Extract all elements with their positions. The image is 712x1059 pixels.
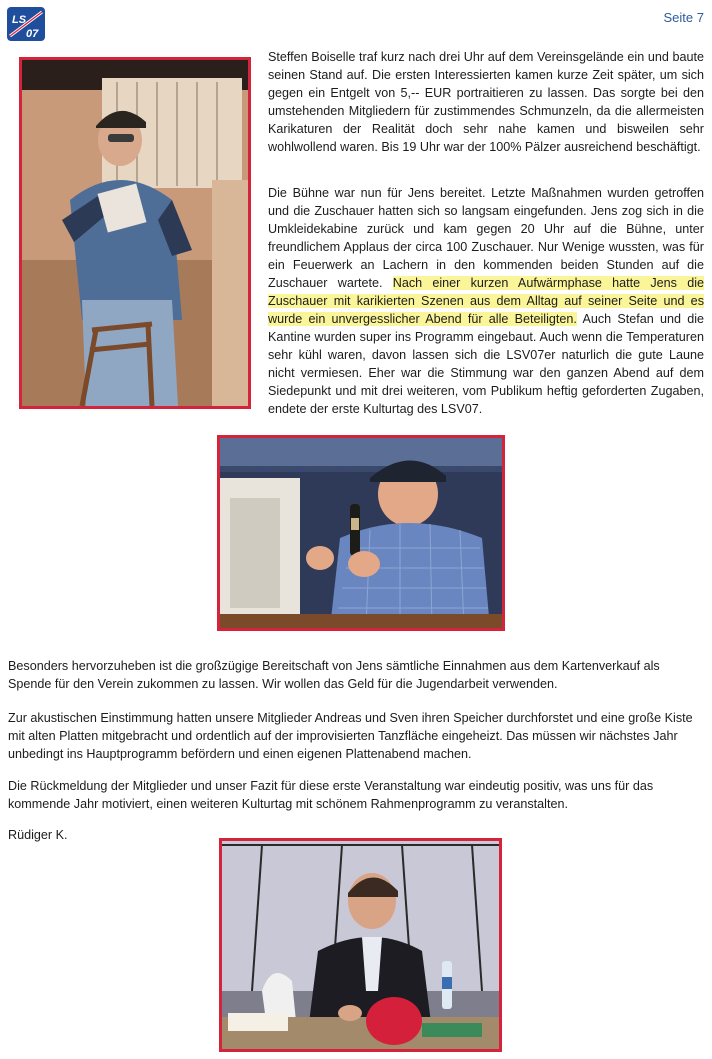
highlighted-text: Nach einer kurzen Aufwärmphase hatte Jens die Zuschauer mit karikierten Szenen aus dem Alltag auf seiner Seite und es wurde ein unvergesslicher Abend für alle Beteiligten.: [268, 276, 705, 326]
paragraph-stage: [268, 184, 704, 418]
paragraph-stage-end: Auch Stefan und die Kantine wurden super ins Programm eingebaut. Auch wenn die Temperaturen sehr kühl waren, davon lassen sich die LSV07er naturlich die gute Laune nicht vermiesen. Eher war die Stimmung war den ganzen Abend auf dem Siedepunkt und mit drei weiteren, vom Publikum heftig geforderten Zugaben, endete der erste Kulturtag des LSV07.: [268, 312, 705, 416]
paragraph-stage-start: Die Bühne war nun für Jens bereitet. Letzte Maßnahmen wurden getroffen und die Zuschauer hatten sich so langsam eingefunden. Jens zog sich in die Umkleidekabine zurück und kam gegen 20 Uhr auf die Bühne, unter freundlichem Applaus der circa 100 Zuschauer. Nur Wenige wussten, was für ein Feuerwerk an Lachern in den kommenden beiden Stunden auf die Zuschauer wartete.: [268, 186, 704, 290]
photo-performer-stage: [19, 57, 251, 409]
photo-performer-bottle: [217, 435, 505, 631]
author-signature: Rüdiger K.: [8, 828, 68, 842]
paragraph-intro: Steffen Boiselle traf kurz nach drei Uhr auf dem Vereinsgelände ein und baute seinen Stand auf. Die ersten Interessierten kamen kurze Zeit später, um sich gegen ein Entgelt von 5,-- EUR portraitieren zu lassen. Das sorgte bei den umstehenden Mitgliedern für zustimmendes Schmunzeln, da die allermeisten Karikaturen der Realität doch sehr nahe kamen und bisweilen sehr wohlwollend waren. Bis 19 Uhr war der 100% Pälzer ausreichend beschäftigt.: [268, 50, 704, 154]
paragraph-feedback: Die Rückmeldung der Mitglieder und unser Fazit für diese erste Veranstaltung war eindeutig positiv, was uns für das kommende Jahr motiviert, einen weiteren Kulturtag mit schönem Rahmenprogramm zu veranstalten.: [8, 779, 654, 811]
svg-text:07: 07: [26, 28, 39, 40]
page-number: Seite 7: [663, 10, 704, 25]
club-logo: [6, 6, 46, 42]
paragraph-music: Zur akustischen Einstimmung hatten unsere Mitglieder Andreas und Sven ihren Speicher durchforstet und eine große Kiste mit alten Platten mitgebracht und ordentlich auf der improvisierten Tanzfläche eingeheizt. Das müssen wir nächstes Jahr unbedingt ins Hauptprogramm befördern und einen eigenen Plattenabend machen.: [8, 711, 693, 761]
photo-caricaturist: [219, 838, 502, 1052]
svg-text:LS: LS: [12, 14, 27, 26]
paragraph-donation: Besonders hervorzuheben ist die großzügige Bereitschaft von Jens sämtliche Einnahmen aus dem Kartenverkauf als Spende für den Verein zukommen zu lassen. Wir wollen das Geld für die Jugendarbeit verwenden.: [8, 659, 660, 691]
